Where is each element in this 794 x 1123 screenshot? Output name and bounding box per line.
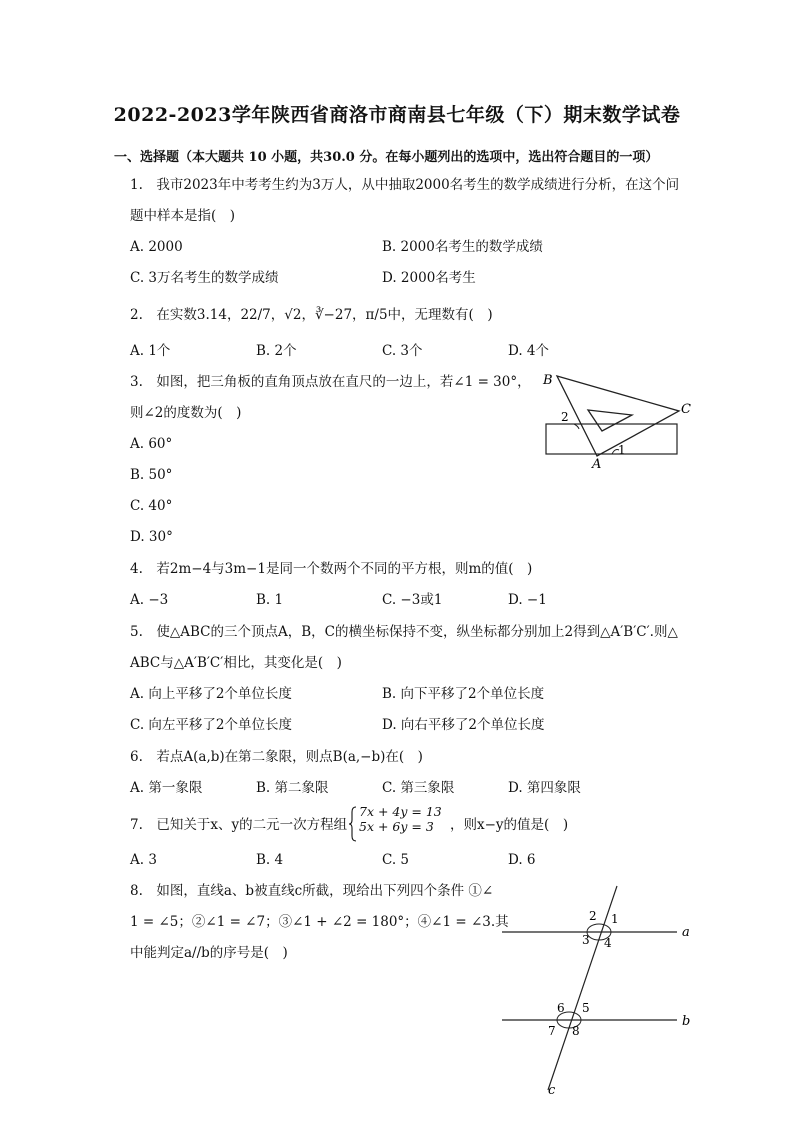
- q7-equation-1: 7x + 4y = 13: [359, 804, 442, 819]
- q1-option-d: D. 2000名考生: [382, 270, 476, 286]
- q8-line-3: 中能判定a//b的序号是( ): [130, 945, 288, 961]
- q6-line-1: 6. 若点A(a,b)在第二象限，则点B(a,−b)在( ): [130, 749, 423, 765]
- label-C: C: [681, 402, 691, 417]
- label-2: 2: [561, 410, 569, 424]
- q2-option-b: B. 2个: [256, 343, 297, 359]
- q5-option-a: A. 向上平移了2个单位长度: [130, 686, 292, 702]
- label-A: A: [592, 457, 602, 470]
- q7-equation-2: 5x + 6y = 3: [359, 819, 434, 834]
- angle-label-7: 7: [548, 1024, 556, 1038]
- q7-option-a: A. 3: [130, 852, 157, 868]
- page-title: 2022-2023学年陕西省商洛市商南县七年级（下）期末数学试卷: [113, 104, 681, 126]
- q7-brace: [349, 806, 357, 842]
- q3-line-1: 3. 如图，把三角板的直角顶点放在直尺的一边上，若∠1 = 30°，: [130, 374, 531, 390]
- q7-option-b: B. 4: [256, 852, 284, 868]
- q2-option-d: D. 4个: [508, 343, 550, 359]
- q6-option-a: A. 第一象限: [130, 780, 203, 796]
- angle-label-4: 4: [604, 936, 612, 950]
- q3-line-2: 则∠2的度数为( ): [130, 405, 242, 421]
- q4-option-c: C. −3或1: [382, 592, 443, 608]
- q3-option-c: C. 40°: [130, 498, 173, 514]
- q7-line-2: ，则x−y的值是( ): [450, 817, 569, 833]
- q6-option-b: B. 第二象限: [256, 780, 329, 796]
- q7-line-1: 7. 已知关于x、y的二元一次方程组: [130, 817, 348, 833]
- q5-option-d: D. 向右平移了2个单位长度: [382, 717, 545, 733]
- q2-option-c: C. 3个: [382, 343, 423, 359]
- q5-line-2: ABC与△A′B′C′相比，其变化是( ): [130, 655, 342, 671]
- q3-option-d: D. 30°: [130, 529, 173, 545]
- q5-option-b: B. 向下平移了2个单位长度: [382, 686, 545, 702]
- q8-figure: [495, 880, 705, 1100]
- triangle-inner: [588, 410, 632, 431]
- label-a: a: [682, 925, 690, 940]
- angle-label-1: 1: [611, 912, 619, 926]
- angle-label-5: 5: [582, 1001, 590, 1015]
- q3-figure: [540, 368, 700, 470]
- q1-option-c: C. 3万名考生的数学成绩: [130, 270, 279, 286]
- angle-2-arc: [574, 424, 579, 429]
- label-c: c: [548, 1083, 556, 1098]
- label-1: 1: [618, 443, 626, 457]
- q5-option-c: C. 向左平移了2个单位长度: [130, 717, 293, 733]
- q4-option-a: A. −3: [130, 592, 169, 608]
- q4-option-d: D. −1: [508, 592, 547, 608]
- ruler-shape: [546, 424, 677, 454]
- q7-option-c: C. 5: [382, 852, 410, 868]
- q1-option-b: B. 2000名考生的数学成绩: [382, 239, 543, 255]
- line-c: [548, 886, 617, 1090]
- q4-option-b: B. 1: [256, 592, 284, 608]
- q5-line-1: 5. 使△ABC的三个顶点A，B，C的横坐标保持不变，纵坐标都分别加上2得到△A′B′C′.则△: [130, 624, 678, 640]
- q8-line-1: 8. 如图，直线a、b被直线c所截，现给出下列四个条件 ①∠: [130, 883, 494, 899]
- q7-option-d: D. 6: [508, 852, 536, 868]
- q2-option-a: A. 1个: [130, 343, 171, 359]
- q2-line-1: 2. 在实数3.14，22/7，√2，∛−27，π/5中，无理数有( ): [130, 307, 493, 323]
- angle-label-3: 3: [582, 933, 590, 947]
- label-b: b: [682, 1014, 691, 1029]
- q8-line-2: 1 = ∠5；②∠1 = ∠7；③∠1 + ∠2 = 180°；④∠1 = ∠3.其: [130, 914, 509, 930]
- label-B: B: [543, 373, 553, 388]
- q4-line-1: 4. 若2m−4与3m−1是同一个数两个不同的平方根，则m的值( ): [130, 561, 533, 577]
- q1-option-a: A. 2000: [130, 239, 183, 255]
- q1-line-2: 题中样本是指( ): [130, 208, 236, 224]
- angle-label-8: 8: [572, 1024, 580, 1038]
- q1-line-1: 1. 我市2023年中考考生约为3万人，从中抽取2000名考生的数学成绩进行分析，在这个问: [130, 177, 680, 193]
- angle-label-2: 2: [589, 909, 597, 923]
- q3-option-b: B. 50°: [130, 467, 173, 483]
- q6-option-c: C. 第三象限: [382, 780, 455, 796]
- angle-label-6: 6: [557, 1001, 565, 1015]
- section-heading: 一、选择题（本大题共 10 小题，共30.0 分。在每小题列出的选项中，选出符合题目的一项）: [114, 150, 659, 165]
- q6-option-d: D. 第四象限: [508, 780, 581, 796]
- q3-option-a: A. 60°: [130, 436, 173, 452]
